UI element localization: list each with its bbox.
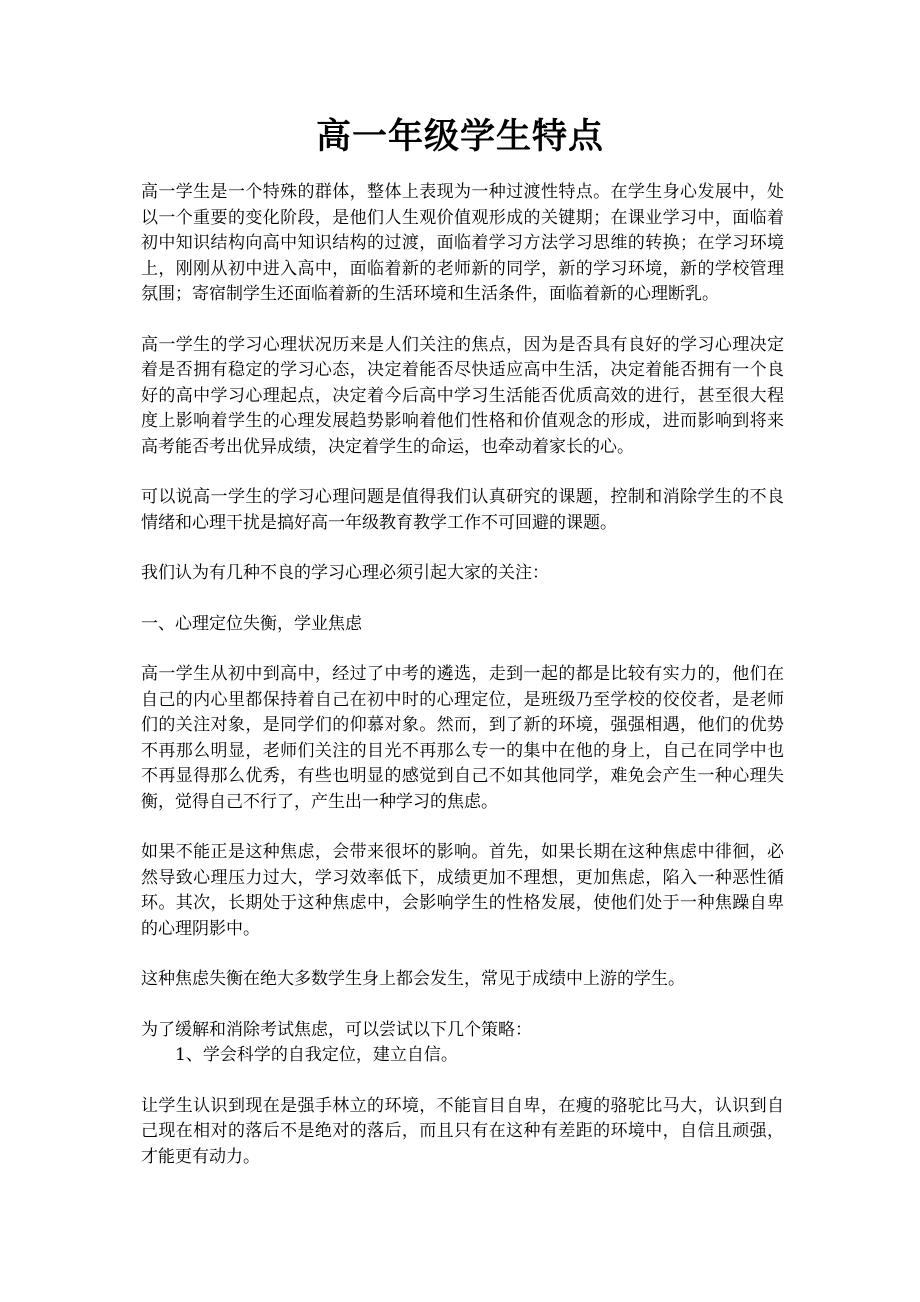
document-title: 高一年级学生特点: [315, 116, 604, 157]
paragraph-strategy-1-detail: 让学生认识到现在是强手林立的环境，不能盲目自卑，在瘦的骆驼比马大，认识到自己现在相对的落后不是绝对的落后，而且只有在这种有差距的环境中，自信且顽强，才能更有动力。: [141, 1095, 784, 1167]
section-heading-imbalance: 一、心理定位失衡，学业焦虑: [141, 613, 362, 634]
paragraph-intro: 高一学生是一个特殊的群体，整体上表现为一种过渡性特点。在学生身心发展中，处以一个重要的变化阶段，是他们人生观价值观形成的关键期；在课业学习中，面临着初中知识结构向高中知识结构的过渡，面临着学习方法学习思维的转换；在学习环境上，刚刚从初中进入高中，面临着新的老师新的同学，新的学习环境，新的学校管理氛围；寄宿制学生还面临着新的生活环境和生活条件，面临着新的心理断乳。: [141, 182, 784, 304]
list-item-strategy-1: 1、学会科学的自我定位，建立自信。: [175, 1045, 458, 1065]
paragraph-strategies-intro: 为了缓解和消除考试焦虑，可以尝试以下几个策略：: [141, 1019, 532, 1040]
paragraph-research-topic: 可以说高一学生的学习心理问题是值得我们认真研究的课题，控制和消除学生的不良情绪和心理干扰是搞好高一年级教育教学工作不可回避的课题。: [141, 487, 784, 533]
paragraph-anxiety-effects: 如果不能正是这种焦虑，会带来很坏的影响。首先，如果长期在这种焦虑中徘徊，必然导致心理压力过大，学习效率低下，成绩更加不理想，更加焦虑，陷入一种恶性循环。其次，长期处于这种焦虑中，会影响学生的性格发展，使他们处于一种焦躁自卑的心理阴影中。: [141, 842, 784, 939]
paragraph-common-occurrence: 这种焦虑失衡在绝大多数学生身上都会发生，常见于成绩中上游的学生。: [141, 969, 685, 989]
paragraph-attention: 我们认为有几种不良的学习心理必须引起大家的关注：: [141, 563, 549, 583]
paragraph-imbalance-description: 高一学生从初中到高中，经过了中考的遴选，走到一起的都是比较有实力的，他们在自己的内心里都保持着自己在初中时的心理定位，是班级乃至学校的佼佼者，是老师们的关注对象，是同学们的仰慕对象。然而，到了新的环境，强强相遇，他们的优势不再那么明显，老师们关注的目光不再那么专一的集中在他的身上，自己在同学中也不再显得那么优秀，有些也明显的感觉到自己不如其他同学，难免会产生一种心理失衡，觉得自己不行了，产生出一种学习的焦虑。: [141, 664, 784, 812]
paragraph-learning-psychology: 高一学生的学习心理状况历来是人们关注的焦点，因为是否具有良好的学习心理决定着是否拥有稳定的学习心态，决定着能否尽快适应高中生活，决定着能否拥有一个良好的高中学习心理起点，决定着今后高中学习生活能否优质高效的进行，甚至很大程度上影响着学生的心理发展趋势影响着他们性格和价值观念的形成，进而影响到将来高考能否考出优异成绩，决定着学生的命运，也牵动着家长的心。: [141, 334, 784, 457]
document-body: [141, 180, 784, 1195]
